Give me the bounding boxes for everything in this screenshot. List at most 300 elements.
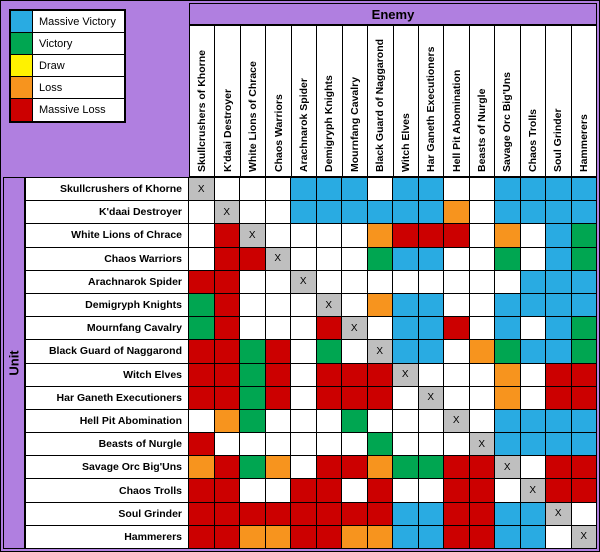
matrix-cell bbox=[520, 339, 547, 363]
matrix-cell bbox=[443, 363, 470, 387]
matrix-cell bbox=[214, 316, 241, 340]
matrix-cell bbox=[239, 478, 266, 502]
table-row bbox=[25, 247, 597, 271]
column-header bbox=[265, 25, 291, 177]
legend-item bbox=[11, 11, 124, 33]
matrix-cell bbox=[214, 478, 241, 502]
matrix-cell bbox=[520, 432, 547, 456]
matrix-cell bbox=[545, 223, 572, 247]
matrix-cell bbox=[188, 293, 215, 317]
matrix-cell bbox=[239, 200, 266, 224]
matrix-cell bbox=[545, 200, 572, 224]
matrix-cell bbox=[443, 339, 470, 363]
column-header bbox=[443, 25, 469, 177]
matrix-cell bbox=[214, 363, 241, 387]
matrix-cell-self: X bbox=[188, 177, 215, 201]
matrix-cell bbox=[290, 363, 317, 387]
row-header-label: Soul Grinder bbox=[25, 502, 189, 526]
matrix-cell bbox=[545, 339, 572, 363]
matrix-cell bbox=[545, 386, 572, 410]
matrix-cell bbox=[494, 177, 521, 201]
matrix-cell bbox=[545, 455, 572, 479]
row-header-label: Beasts of Nurgle bbox=[25, 432, 189, 456]
table-row bbox=[25, 409, 597, 433]
matrix-cell bbox=[367, 386, 394, 410]
matrix-cell bbox=[469, 200, 496, 224]
matrix-cell bbox=[316, 455, 343, 479]
matrix-cell bbox=[571, 177, 598, 201]
matrix-cell bbox=[520, 177, 547, 201]
matrix-cell bbox=[469, 386, 496, 410]
matrix-cell bbox=[494, 432, 521, 456]
matrix-cell bbox=[341, 409, 368, 433]
matrix-cell bbox=[494, 525, 521, 549]
matrix-cell bbox=[316, 270, 343, 294]
matrix-cell bbox=[214, 247, 241, 271]
row-header-label: Hell Pit Abomination bbox=[25, 409, 189, 433]
matrix-cell bbox=[265, 525, 292, 549]
matrix-cell-self: X bbox=[290, 270, 317, 294]
matrix-cell bbox=[443, 502, 470, 526]
matrix-cell bbox=[367, 247, 394, 271]
matrix-cell bbox=[392, 525, 419, 549]
matrix-cell bbox=[367, 409, 394, 433]
column-header-label: Beasts of Nurgle bbox=[476, 88, 489, 172]
matrix-cell bbox=[545, 478, 572, 502]
column-header bbox=[214, 25, 240, 177]
matrix-cell bbox=[545, 247, 572, 271]
matrix-cell bbox=[469, 316, 496, 340]
matrix-cell bbox=[545, 409, 572, 433]
matrix-cell bbox=[520, 409, 547, 433]
matrix-cell bbox=[392, 177, 419, 201]
row-header-label: Hammerers bbox=[25, 525, 189, 549]
matrix-cell bbox=[290, 525, 317, 549]
matrix-cell bbox=[290, 293, 317, 317]
matrix-cell bbox=[418, 247, 445, 271]
matrix-cell bbox=[290, 409, 317, 433]
matrix-cell bbox=[392, 386, 419, 410]
matrix-cell bbox=[290, 478, 317, 502]
matrix-cell bbox=[265, 200, 292, 224]
matrix-cell bbox=[265, 363, 292, 387]
matrix-cell bbox=[316, 409, 343, 433]
matrix-cell bbox=[545, 177, 572, 201]
matrix-cell bbox=[265, 177, 292, 201]
matrix-cell bbox=[545, 316, 572, 340]
matrix-cell bbox=[341, 502, 368, 526]
matrix-cell bbox=[392, 478, 419, 502]
matrix-cell-self: X bbox=[265, 247, 292, 271]
matrix-cell bbox=[341, 223, 368, 247]
matrix-cell bbox=[392, 432, 419, 456]
column-header-label: Har Ganeth Executioners bbox=[425, 46, 438, 172]
legend bbox=[9, 9, 126, 123]
matrix-cell bbox=[290, 455, 317, 479]
matrix-cell bbox=[188, 223, 215, 247]
matrix-cell bbox=[367, 363, 394, 387]
matrix-cell bbox=[520, 455, 547, 479]
matrix-cell bbox=[341, 432, 368, 456]
legend-swatch bbox=[11, 55, 33, 76]
matrix-cell bbox=[188, 502, 215, 526]
column-header bbox=[520, 25, 546, 177]
matrix-cell bbox=[290, 316, 317, 340]
matrix-cell-self: X bbox=[239, 223, 266, 247]
legend-item bbox=[11, 77, 124, 99]
enemy-axis-title: Enemy bbox=[371, 6, 415, 22]
row-header-label: Chaos Trolls bbox=[25, 478, 189, 502]
matrix-cell bbox=[367, 293, 394, 317]
column-header-label: Demigryph Knights bbox=[323, 75, 336, 172]
matrix-cell bbox=[214, 525, 241, 549]
matrix-cell bbox=[418, 293, 445, 317]
matrix-cell-self: X bbox=[443, 409, 470, 433]
matrix-cell bbox=[188, 478, 215, 502]
matrix-cell bbox=[418, 409, 445, 433]
legend-label: Loss bbox=[39, 81, 63, 94]
matrix-cell bbox=[571, 455, 598, 479]
matrix-cell bbox=[520, 223, 547, 247]
row-header-label: Skullcrushers of Khorne bbox=[25, 177, 189, 201]
matrix-cell bbox=[545, 432, 572, 456]
matrix-cell bbox=[469, 455, 496, 479]
table-row bbox=[25, 339, 597, 363]
row-header-label: Arachnarok Spider bbox=[25, 270, 189, 294]
column-header-label: Hell Pit Abomination bbox=[450, 69, 463, 172]
matrix-cell bbox=[265, 432, 292, 456]
matrix-cell bbox=[545, 270, 572, 294]
matrix-cell bbox=[571, 247, 598, 271]
matrix-cell bbox=[520, 502, 547, 526]
matrix-cell bbox=[214, 223, 241, 247]
matrix-cell bbox=[290, 200, 317, 224]
matrix-cell bbox=[520, 316, 547, 340]
matrix-cell bbox=[265, 339, 292, 363]
column-header bbox=[342, 25, 368, 177]
legend-swatch bbox=[11, 77, 33, 98]
matrix-cell-self: X bbox=[316, 293, 343, 317]
matrix-cell bbox=[469, 478, 496, 502]
matrix-cell bbox=[239, 502, 266, 526]
matrix-cell bbox=[392, 502, 419, 526]
matrix-cell bbox=[341, 339, 368, 363]
matrix-cell bbox=[214, 177, 241, 201]
matrix-cell bbox=[214, 409, 241, 433]
matrix-cell bbox=[265, 223, 292, 247]
matrix-cell bbox=[418, 432, 445, 456]
matrix-cell bbox=[418, 455, 445, 479]
matrix-cell bbox=[469, 409, 496, 433]
matrix-cell bbox=[571, 409, 598, 433]
matrix-cell bbox=[341, 478, 368, 502]
legend-label: Victory bbox=[39, 37, 73, 50]
unit-axis-title: Unit bbox=[6, 350, 22, 376]
matrix-cell bbox=[265, 478, 292, 502]
matrix-cell bbox=[571, 200, 598, 224]
matrix-cell bbox=[265, 316, 292, 340]
table-row bbox=[25, 455, 597, 479]
table-row bbox=[25, 502, 597, 526]
matrix-cell bbox=[316, 316, 343, 340]
row-header-label: Har Ganeth Executioners bbox=[25, 386, 189, 410]
column-header bbox=[367, 25, 393, 177]
matrix-cell bbox=[367, 455, 394, 479]
matrix-cell bbox=[443, 455, 470, 479]
matrix-cell-self: X bbox=[545, 502, 572, 526]
matrix-cell bbox=[418, 525, 445, 549]
column-header-label: Hammerers bbox=[577, 114, 590, 172]
matrix-cell bbox=[443, 432, 470, 456]
column-header-label: Skullcrushers of Khorne bbox=[196, 50, 209, 172]
matrix-cell bbox=[571, 386, 598, 410]
matrix-cell bbox=[494, 478, 521, 502]
matrix-cell bbox=[392, 409, 419, 433]
matrix-cell bbox=[214, 386, 241, 410]
matrix-cell-self: X bbox=[469, 432, 496, 456]
matrix-cell bbox=[367, 478, 394, 502]
column-header bbox=[393, 25, 419, 177]
column-header-label: Witch Elves bbox=[399, 113, 412, 172]
matrix-cell bbox=[239, 316, 266, 340]
matrix-cell bbox=[265, 270, 292, 294]
matrix-cell bbox=[571, 270, 598, 294]
matrix-cell bbox=[367, 525, 394, 549]
matrix-cell bbox=[392, 316, 419, 340]
matrix-cell bbox=[418, 316, 445, 340]
matrix-cell bbox=[341, 455, 368, 479]
matrix-cell bbox=[367, 177, 394, 201]
column-header-label: Black Guard of Naggarond bbox=[374, 38, 387, 172]
matrix-cell bbox=[239, 432, 266, 456]
matrix-cell bbox=[188, 386, 215, 410]
table-row bbox=[25, 525, 597, 549]
matrix-cell bbox=[239, 455, 266, 479]
matrix-cell bbox=[188, 200, 215, 224]
table-row bbox=[25, 223, 597, 247]
column-header bbox=[189, 25, 215, 177]
matrix-cell bbox=[265, 502, 292, 526]
matrix-cell bbox=[316, 339, 343, 363]
matrix-cell bbox=[469, 502, 496, 526]
matrix-cell bbox=[571, 432, 598, 456]
matrix-cell bbox=[494, 200, 521, 224]
matrix-cell bbox=[571, 223, 598, 247]
matrix-cell bbox=[443, 293, 470, 317]
matrix-cell bbox=[545, 363, 572, 387]
matrix-cell bbox=[494, 316, 521, 340]
matrix-cell bbox=[239, 386, 266, 410]
matrix-cell bbox=[341, 293, 368, 317]
matrix-cell bbox=[443, 223, 470, 247]
matrix-cell bbox=[316, 432, 343, 456]
matrix-cell bbox=[545, 525, 572, 549]
matrix-cell bbox=[316, 223, 343, 247]
unit-axis-header bbox=[3, 177, 25, 549]
matrix-cell bbox=[418, 502, 445, 526]
matrix-cell bbox=[214, 432, 241, 456]
column-header-label: Soul Grinder bbox=[552, 108, 565, 172]
matrix-cell bbox=[392, 293, 419, 317]
matrix-cell bbox=[392, 339, 419, 363]
legend-label: Massive Victory bbox=[39, 15, 116, 28]
matrix-cell bbox=[367, 316, 394, 340]
matrix-cell bbox=[469, 270, 496, 294]
matrix-cell bbox=[265, 455, 292, 479]
matrix-cell bbox=[316, 502, 343, 526]
matrix-cell bbox=[214, 502, 241, 526]
matrix-cell bbox=[392, 200, 419, 224]
matrix-cell bbox=[367, 200, 394, 224]
matrix-cell bbox=[571, 316, 598, 340]
matrix-cell bbox=[571, 293, 598, 317]
matrix-cell bbox=[265, 386, 292, 410]
matrix-cell bbox=[290, 223, 317, 247]
table-row bbox=[25, 200, 597, 224]
matrix-cell bbox=[469, 293, 496, 317]
matrix-cell bbox=[520, 525, 547, 549]
column-header bbox=[291, 25, 317, 177]
matrix-cell bbox=[239, 270, 266, 294]
matrix-cell bbox=[214, 270, 241, 294]
matrix-cell bbox=[520, 200, 547, 224]
matrix-cell bbox=[341, 386, 368, 410]
matrix-cell bbox=[188, 432, 215, 456]
matchup-matrix bbox=[25, 177, 597, 549]
matrix-cell bbox=[316, 177, 343, 201]
matrix-cell bbox=[316, 386, 343, 410]
matrix-cell bbox=[494, 339, 521, 363]
matrix-cell bbox=[520, 386, 547, 410]
legend-item bbox=[11, 99, 124, 121]
matrix-cell bbox=[494, 223, 521, 247]
column-header-label: Chaos Warriors bbox=[272, 94, 285, 172]
matrix-cell bbox=[443, 177, 470, 201]
matrix-cell bbox=[290, 502, 317, 526]
matrix-cell bbox=[494, 247, 521, 271]
matrix-cell bbox=[188, 363, 215, 387]
matrix-cell bbox=[571, 339, 598, 363]
matrix-cell bbox=[341, 270, 368, 294]
row-header-label: Black Guard of Naggarond bbox=[25, 339, 189, 363]
matrix-cell bbox=[571, 478, 598, 502]
matrix-cell bbox=[290, 386, 317, 410]
matrix-cell bbox=[316, 200, 343, 224]
matrix-cell bbox=[290, 177, 317, 201]
matrix-cell bbox=[392, 223, 419, 247]
matrix-cell bbox=[341, 525, 368, 549]
matrix-cell bbox=[494, 386, 521, 410]
matrix-cell-self: X bbox=[571, 525, 598, 549]
matrix-cell bbox=[214, 293, 241, 317]
column-header bbox=[418, 25, 444, 177]
matrix-cell bbox=[239, 293, 266, 317]
matrix-cell bbox=[341, 177, 368, 201]
column-header bbox=[316, 25, 342, 177]
matrix-cell bbox=[367, 502, 394, 526]
matrix-cell bbox=[188, 455, 215, 479]
matrix-cell bbox=[392, 455, 419, 479]
matrix-cell bbox=[469, 363, 496, 387]
matrix-cell bbox=[239, 177, 266, 201]
row-header-label: Savage Orc Big'Uns bbox=[25, 455, 189, 479]
matrix-cell bbox=[418, 177, 445, 201]
row-header-label: White Lions of Chrace bbox=[25, 223, 189, 247]
column-header-label: Chaos Trolls bbox=[526, 108, 539, 172]
column-header bbox=[571, 25, 597, 177]
matrix-cell bbox=[418, 478, 445, 502]
matrix-cell bbox=[214, 455, 241, 479]
matrix-cell bbox=[520, 363, 547, 387]
matrix-cell bbox=[494, 502, 521, 526]
matrix-cell bbox=[239, 409, 266, 433]
column-headers bbox=[189, 25, 597, 177]
matrix-cell bbox=[188, 270, 215, 294]
table-row bbox=[25, 316, 597, 340]
row-header-label: K'daai Destroyer bbox=[25, 200, 189, 224]
matrix-cell bbox=[188, 316, 215, 340]
matrix-cell bbox=[188, 409, 215, 433]
matrix-cell bbox=[520, 293, 547, 317]
column-header bbox=[240, 25, 266, 177]
matrix-cell-self: X bbox=[341, 316, 368, 340]
table-row bbox=[25, 293, 597, 317]
column-header-label: K'daai Destroyer bbox=[221, 88, 234, 172]
matrix-cell bbox=[418, 270, 445, 294]
matrix-cell bbox=[367, 270, 394, 294]
legend-item bbox=[11, 55, 124, 77]
matrix-cell bbox=[469, 223, 496, 247]
matrix-cell bbox=[494, 270, 521, 294]
column-header bbox=[469, 25, 495, 177]
matrix-cell bbox=[188, 247, 215, 271]
matrix-cell bbox=[367, 223, 394, 247]
row-header-label: Witch Elves bbox=[25, 363, 189, 387]
matrix-cell bbox=[520, 270, 547, 294]
matrix-cell bbox=[265, 293, 292, 317]
matrix-cell bbox=[443, 316, 470, 340]
matrix-cell bbox=[545, 293, 572, 317]
table-row bbox=[25, 432, 597, 456]
matrix-cell bbox=[469, 525, 496, 549]
matrix-cell bbox=[239, 525, 266, 549]
row-header-label: Mournfang Cavalry bbox=[25, 316, 189, 340]
matrix-cell bbox=[341, 200, 368, 224]
matrix-cell bbox=[469, 247, 496, 271]
matrix-cell bbox=[392, 270, 419, 294]
column-header-label: Arachnarok Spider bbox=[297, 78, 310, 172]
column-header bbox=[545, 25, 571, 177]
matrix-cell-self: X bbox=[392, 363, 419, 387]
legend-label: Draw bbox=[39, 59, 65, 72]
matrix-cell bbox=[316, 363, 343, 387]
matrix-cell bbox=[290, 339, 317, 363]
matrix-cell bbox=[341, 247, 368, 271]
legend-item bbox=[11, 33, 124, 55]
matrix-cell bbox=[443, 525, 470, 549]
matrix-cell bbox=[494, 363, 521, 387]
legend-swatch bbox=[11, 11, 33, 32]
matrix-cell bbox=[571, 363, 598, 387]
matrix-cell bbox=[214, 339, 241, 363]
matrix-cell-self: X bbox=[494, 455, 521, 479]
matrix-cell bbox=[520, 247, 547, 271]
matrix-cell bbox=[418, 339, 445, 363]
matrix-cell bbox=[443, 270, 470, 294]
matrix-cell bbox=[494, 409, 521, 433]
matrix-cell bbox=[367, 432, 394, 456]
enemy-axis-header bbox=[189, 3, 597, 25]
